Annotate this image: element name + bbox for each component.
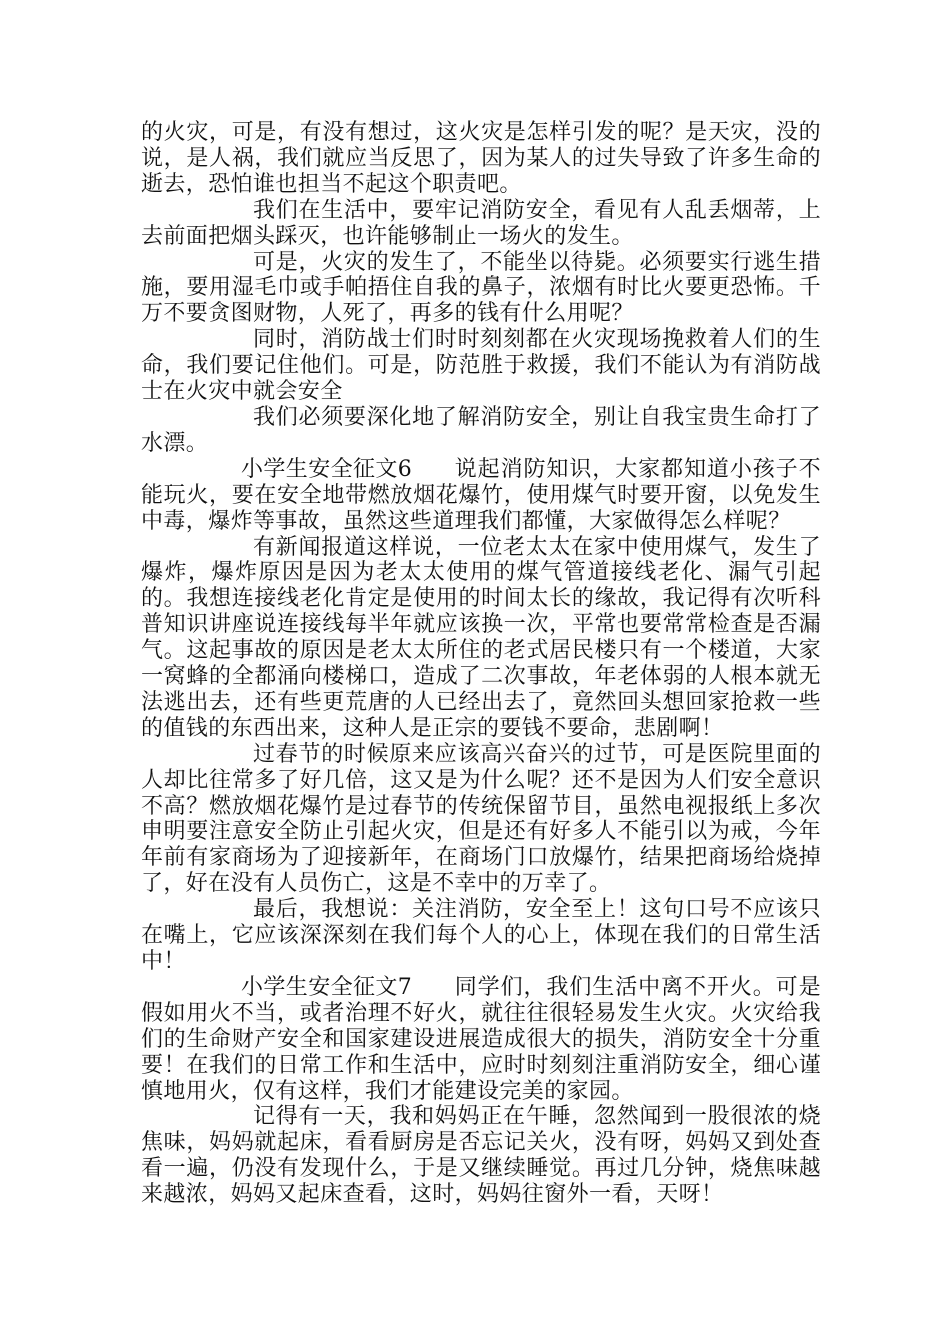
paragraph: 过春节的时候原来应该高兴奋兴的过节，可是医院里面的人却比往常多了好几倍，这又是为什么呢？还不是因为人们安全意识不高？燃放烟花爆竹是过春节的传统保留节目，虽然电视报纸上多次申明要注意安全防止引起火灾，但是还有好多人不能引以为戒，今年年前有家商场为了迎接新年，在商场门口放爆竹，结果把商场给烧掉了，好在没有人员伤亡，这是不幸中的万幸了。 bbox=[141, 741, 821, 897]
paragraph: 记得有一天，我和妈妈正在午睡，忽然闻到一股很浓的烧焦味，妈妈就起床，看看厨房是否忘记关火，没有呀，妈妈又到处查看一遍，仍没有发现什么，于是又继续睡觉。再过几分钟，烧焦味越来越浓，妈妈又起床查看，这时，妈妈往窗外一看，天呀！ bbox=[141, 1104, 821, 1208]
paragraph: 我们必须要深化地了解消防安全，别让自我宝贵生命打了水漂。 bbox=[141, 404, 821, 456]
section-6-intro: 说起消防知识，大家都知道小孩子不能玩火，要在安全地带燃放烟花爆竹，使用煤气时要开窗，以免发生中毒，爆炸等事故，虽然这些道理我们都懂，大家做得怎么样呢？ bbox=[141, 456, 821, 534]
paragraph: 的火灾，可是，有没有想过，这火灾是怎样引发的呢？是天灾，没的说，是人祸，我们就应当反思了，因为某人的过失导致了许多生命的逝去，恐怕谁也担当不起这个职责吧。 bbox=[141, 120, 821, 197]
section-7-title: 小学生安全征文7 bbox=[241, 974, 413, 1000]
paragraph: 我们在生活中，要牢记消防安全，看见有人乱丢烟蒂，上去前面把烟头踩灭，也许能够制止一场火的发生。 bbox=[141, 197, 821, 249]
section-6-intro-paragraph bbox=[141, 457, 821, 535]
section-6-title: 小学生安全征文6 bbox=[241, 456, 413, 482]
paragraph: 同时，消防战士们时时刻刻都在火灾现场挽救着人们的生命，我们要记住他们。可是，防范胜于救援，我们不能认为有消防战士在火灾中就会安全 bbox=[141, 327, 821, 405]
document-page bbox=[141, 120, 821, 1208]
paragraph: 最后，我想说：关注消防，安全至上！这句口号不应该只在嘴上，它应该深深刻在我们每个人的心上，体现在我们的日常生活中！ bbox=[141, 897, 821, 974]
paragraph: 可是，火灾的发生了，不能坐以待毙。必须要实行逃生措施，要用湿毛巾或手帕捂住自我的鼻子，浓烟有时比火要更恐怖。千万不要贪图财物，人死了，再多的钱有什么用呢？ bbox=[141, 249, 821, 327]
section-7-intro-paragraph bbox=[141, 975, 821, 1105]
paragraph: 有新闻报道这样说，一位老太太在家中使用煤气，发生了爆炸，爆炸原因是因为老太太使用的煤气管道接线老化、漏气引起的。我想连接线老化肯定是使用的时间太长的缘故，我记得有次听科普知识讲座说连接线每半年就应该换一次，平常也要常常检查是否漏气。这起事故的原因是老太太所住的老式居民楼只有一个楼道，大家一窝蜂的全都涌向楼梯口，造成了二次事故，年老体弱的人根本就无法逃出去，还有些更荒唐的人已经出去了，竟然回头想回家抢救一些的值钱的东西出来，这种人是正宗的要钱不要命，悲剧啊！ bbox=[141, 534, 821, 741]
section-7-intro: 同学们，我们生活中离不开火。可是假如用火不当，或者治理不好火，就往往很轻易发生火灾。火灾给我们的生命财产安全和国家建设进展造成很大的损失，消防安全十分重要！在我们的日常工作和生活中，应时时刻刻注重消防安全，细心谨慎地用火，仅有这样，我们才能建设完美的家园。 bbox=[141, 974, 821, 1104]
